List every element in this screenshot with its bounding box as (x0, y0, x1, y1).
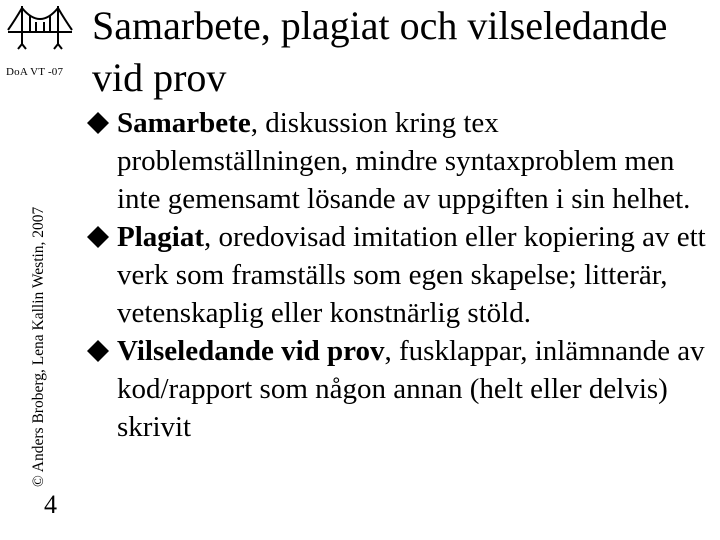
bullet-description: , fusklappar, inlämnande av kod/rapport som någon annan (helt eller delvis) skrivit (117, 335, 705, 443)
bullet-term: Vilseledande vid prov (117, 335, 385, 367)
bullet-item (86, 218, 711, 332)
bullet-text (117, 104, 711, 218)
bullet-term: Plagiat (117, 221, 204, 253)
page-number: 4 (44, 490, 57, 519)
bullet-description: , oredovisad imitation eller kopiering av ett verk som framställs som egen skapelse; litterär, vetenskaplig eller konstnärlig stöld. (117, 221, 706, 329)
slide-title: Samarbete, plagiat och vilseledande vid prov (92, 3, 668, 100)
diamond-bullet-icon (86, 225, 110, 249)
bullet-list (86, 104, 711, 446)
bullet-text (117, 332, 711, 446)
bullet-item (86, 332, 711, 446)
bridge-logo-icon (6, 2, 74, 50)
diamond-bullet-icon (86, 339, 110, 363)
diamond-bullet-icon (86, 111, 110, 135)
bullet-description: , diskussion kring tex problemställningen, mindre syntaxproblem men inte gemensamt lösande av uppgiften i sin helhet. (117, 107, 691, 215)
course-code: DoA VT -07 (6, 66, 64, 78)
bullet-term: Samarbete (117, 107, 251, 139)
copyright-credit: © Anders Broberg, Lena Kallin Westin, 2007 (30, 206, 47, 487)
bullet-text (117, 218, 711, 332)
bullet-item (86, 104, 711, 218)
